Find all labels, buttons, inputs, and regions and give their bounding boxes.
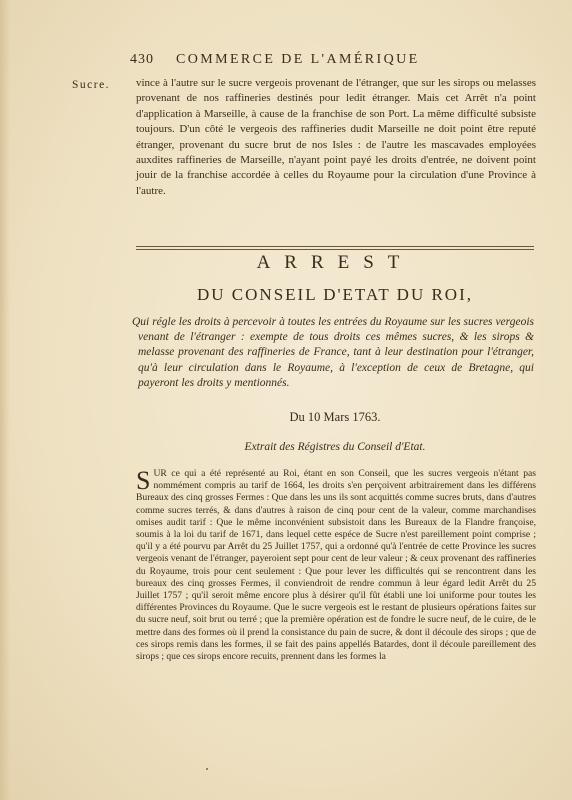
drop-cap: S xyxy=(136,466,151,495)
body-paragraph xyxy=(136,468,536,663)
double-rule-bottom xyxy=(136,249,534,250)
double-rule-top xyxy=(136,246,534,247)
page-number: 430 xyxy=(130,52,154,67)
intro-paragraph: vince à l'autre sur le sucre vergeois provenant de l'étranger, que sur les sirops ou melasses provenant de nos raffineries destinés pour ledit étranger. Mais cet Arrêt n'a point d'application à Marseille, à cause de la franchise de son Port. La même difficulté subsiste toujours. D'un côté le vergeois des raffineries dudit Marseille ne doit point être reputé étranger, provenant du sucre brut de nos Isles : de l'autre les mascavades employées auxdites raffineries de Marseille, n'ayant point payé les droits d'entrée, ne doivent point jouir de la franchise accordée à celles du Royaume pour la circulation d'une Province à l'autre. xyxy=(136,77,536,197)
body-text: UR ce qui a été représenté au Roi, étant en son Conseil, que les sucres vergeois n'étant pas nommément compris au tarif de 1664, les droits s'en perçoivent arbitrairement dans les différens Bureaux des cinq grosses Fermes : Que dans les uns ils sont acquittés comme sucres bruts, dans d'autres comme sucres terrés, & dans d'autres à raison de cinq pour cent de la valeur, comme marchandises omises audit tarif : Que le même inconvénient subsistoit dans les Bureaux de la Flandre françoise, soumis à la loi du tarif de 1671, dans lequel cette espéce de Sucre n'est pareillement point comprise ; qu'il y a été pourvu par Arrêt du 25 Juillet 1757, qui a ordonné qu'à l'entrée de cette Province les sucres vergeois venant de l'étranger, payeroient sept pour cent de leur valeur ; & ceux provenant des raffineries du Royaume, trois pour cent seulement : Que pour lever les difficultés qui se rencontrent dans les bureaux des cinq grosses Fermes, il conviendroit de rendre commun à leur égard ledit Arrêt du 25 Juillet 1757 ; qu'il seroit même encore plus à désirer qu'il fût établi une loi uniforme pour toutes les différentes Provinces du Royaume. Que le sucre vergeois est le restant de plusieurs opérations faites sur du sucre neuf, soit brut ou terré ; que la première opération est de fondre le sucre neuf, de le cuire, de le mettre dans des formes où il prend la consistance du pain de sucre, & dont il découle des sirops ; que de ces sirops remis dans les formes, il se fait des pains appellés Batardes, dont il découle pareillement des sirops ; que ces sirops encore recuits, prennent dans les formes la xyxy=(136,468,536,663)
running-head: COMMERCE DE L'AMÉRIQUE xyxy=(176,52,420,67)
page-edge-shadow xyxy=(0,0,10,800)
decree-summary: Qui régle les droits à percevoir à toutes les entrées du Royaume sur les sucres vergeois venant de l'étranger : exempte de tous droits ces mêmes sucres, & les sirops & melasse provenant des raffineries de France, tant à leur destination pour l'étranger, qu'à leur circulation dans le Royaume, à l'exception de ceux de Bretagne, qui payeront les droits y mentionnés. xyxy=(132,316,534,389)
decree-date: Du 10 Mars 1763. xyxy=(289,410,381,424)
page-header xyxy=(130,52,490,70)
margin-note: Sucre. xyxy=(72,79,111,91)
paper-speck xyxy=(206,768,208,770)
extract-line: Extrait des Régistres du Conseil d'Etat. xyxy=(244,441,426,453)
arrest-subtitle: DU CONSEIL D'ETAT DU ROI, xyxy=(197,285,473,304)
arrest-title: ARREST xyxy=(256,252,414,273)
